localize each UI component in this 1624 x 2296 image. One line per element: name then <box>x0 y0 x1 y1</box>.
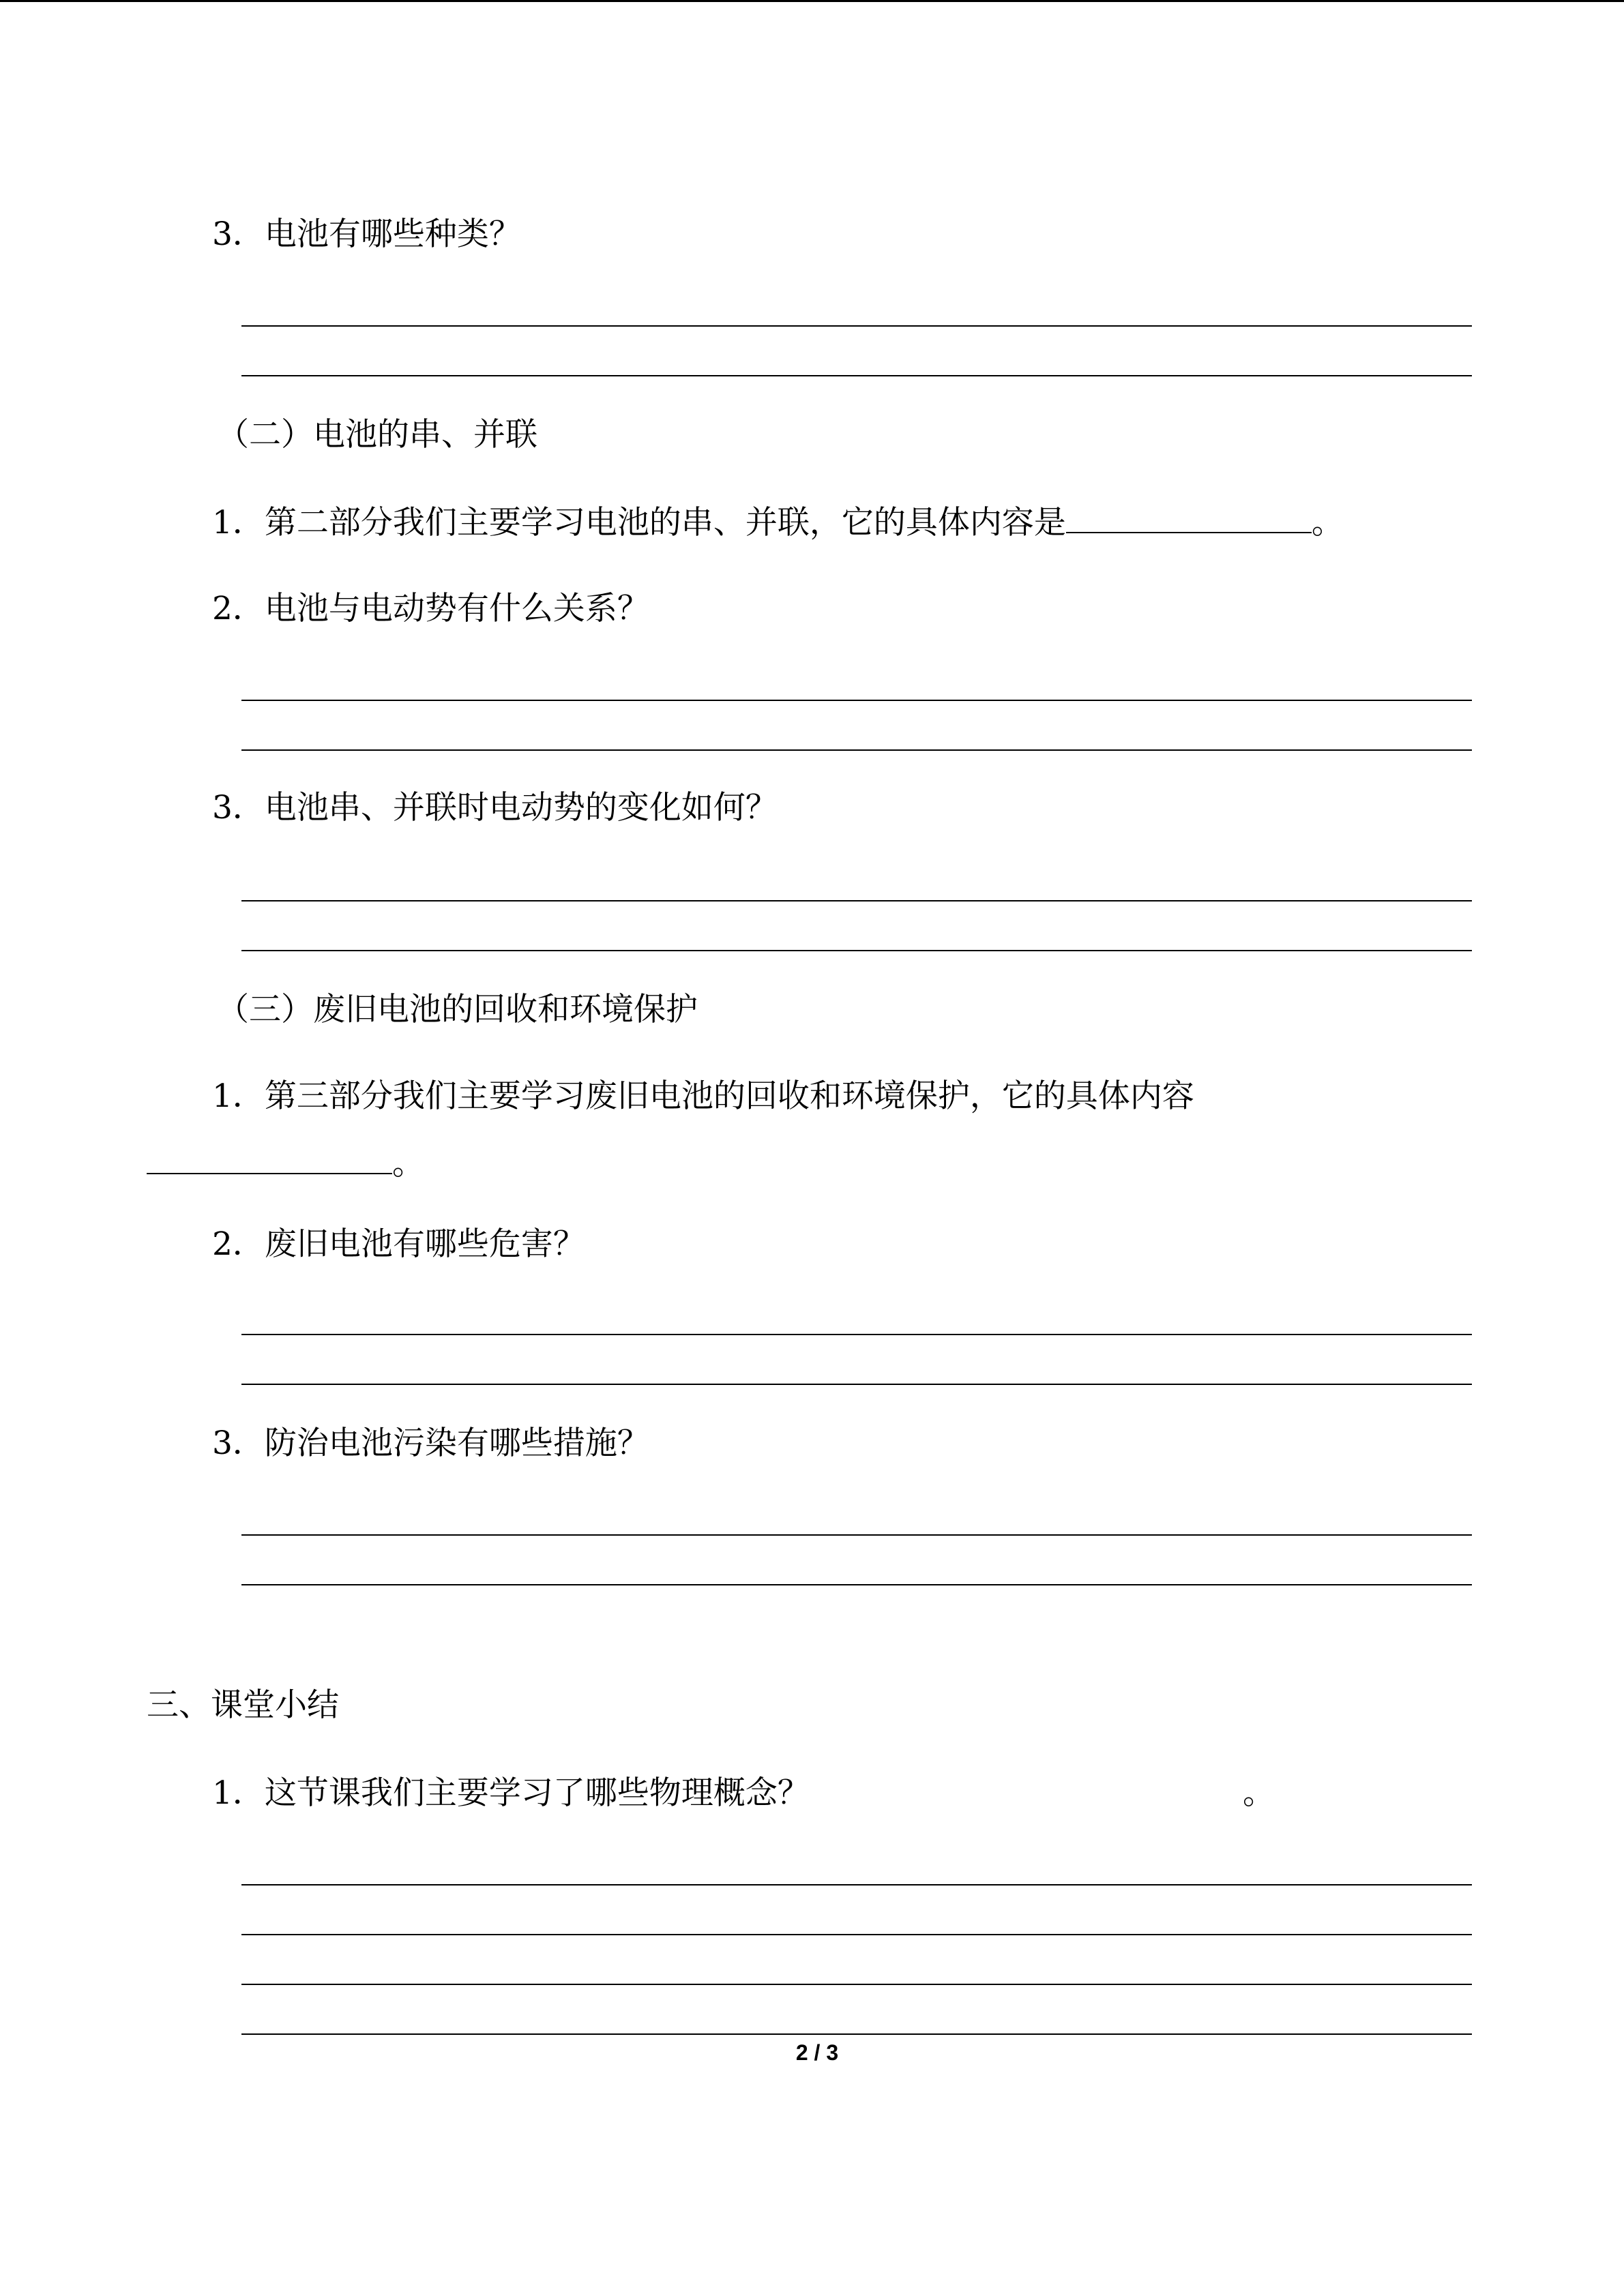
answer-line <box>241 1934 1472 1935</box>
section-heading-recycling: （三）废旧电池的回收和环境保护 <box>217 991 698 1028</box>
question-end-mark: 。 <box>1243 1774 1275 1812</box>
page-number: 2 / 3 <box>795 2040 839 2065</box>
question-physics-concepts: 1．这节课我们主要学习了哪些物理概念？ <box>212 1774 810 1812</box>
answer-line <box>241 1334 1472 1335</box>
question-part3-content: 1．第三部分我们主要学习废旧电池的回收和环境保护，它的具体内容 <box>212 1077 1194 1115</box>
question-battery-types: 3．电池有哪些种类？ <box>212 215 521 253</box>
question-emf-change: 3．电池串、并联时电动势的变化如何？ <box>212 789 778 826</box>
answer-line <box>241 900 1472 901</box>
question-end-mark: 。 <box>392 1145 424 1182</box>
answer-line <box>241 749 1472 751</box>
question-pollution-measures: 3．防治电池污染有哪些措施？ <box>212 1425 649 1462</box>
fill-in-blank <box>147 1146 392 1174</box>
question-end-mark: 。 <box>1311 504 1344 541</box>
answer-line <box>241 950 1472 951</box>
page-top-border <box>0 0 1624 2</box>
section-heading-series-parallel: （二）电池的串、并联 <box>217 416 537 453</box>
answer-line <box>241 375 1472 376</box>
question-battery-hazards: 2．废旧电池有哪些危害？ <box>212 1225 585 1263</box>
question-part3-content-continued <box>147 1146 424 1182</box>
question-text: 1．第二部分我们主要学习电池的串、并联，它的具体内容是 <box>212 504 1066 541</box>
question-part2-content <box>212 505 1344 541</box>
answer-line <box>241 700 1472 701</box>
answer-line <box>241 1984 1472 1985</box>
answer-line <box>241 1884 1472 1885</box>
answer-line <box>241 2033 1472 2035</box>
section-heading-summary: 三、课堂小结 <box>147 1686 339 1724</box>
question-battery-emf-relation: 2．电池与电动势有什么关系？ <box>212 590 649 627</box>
answer-line <box>241 1584 1472 1585</box>
answer-line <box>241 325 1472 327</box>
answer-line <box>241 1534 1472 1536</box>
fill-in-blank <box>1066 505 1312 533</box>
answer-line <box>241 1384 1472 1385</box>
